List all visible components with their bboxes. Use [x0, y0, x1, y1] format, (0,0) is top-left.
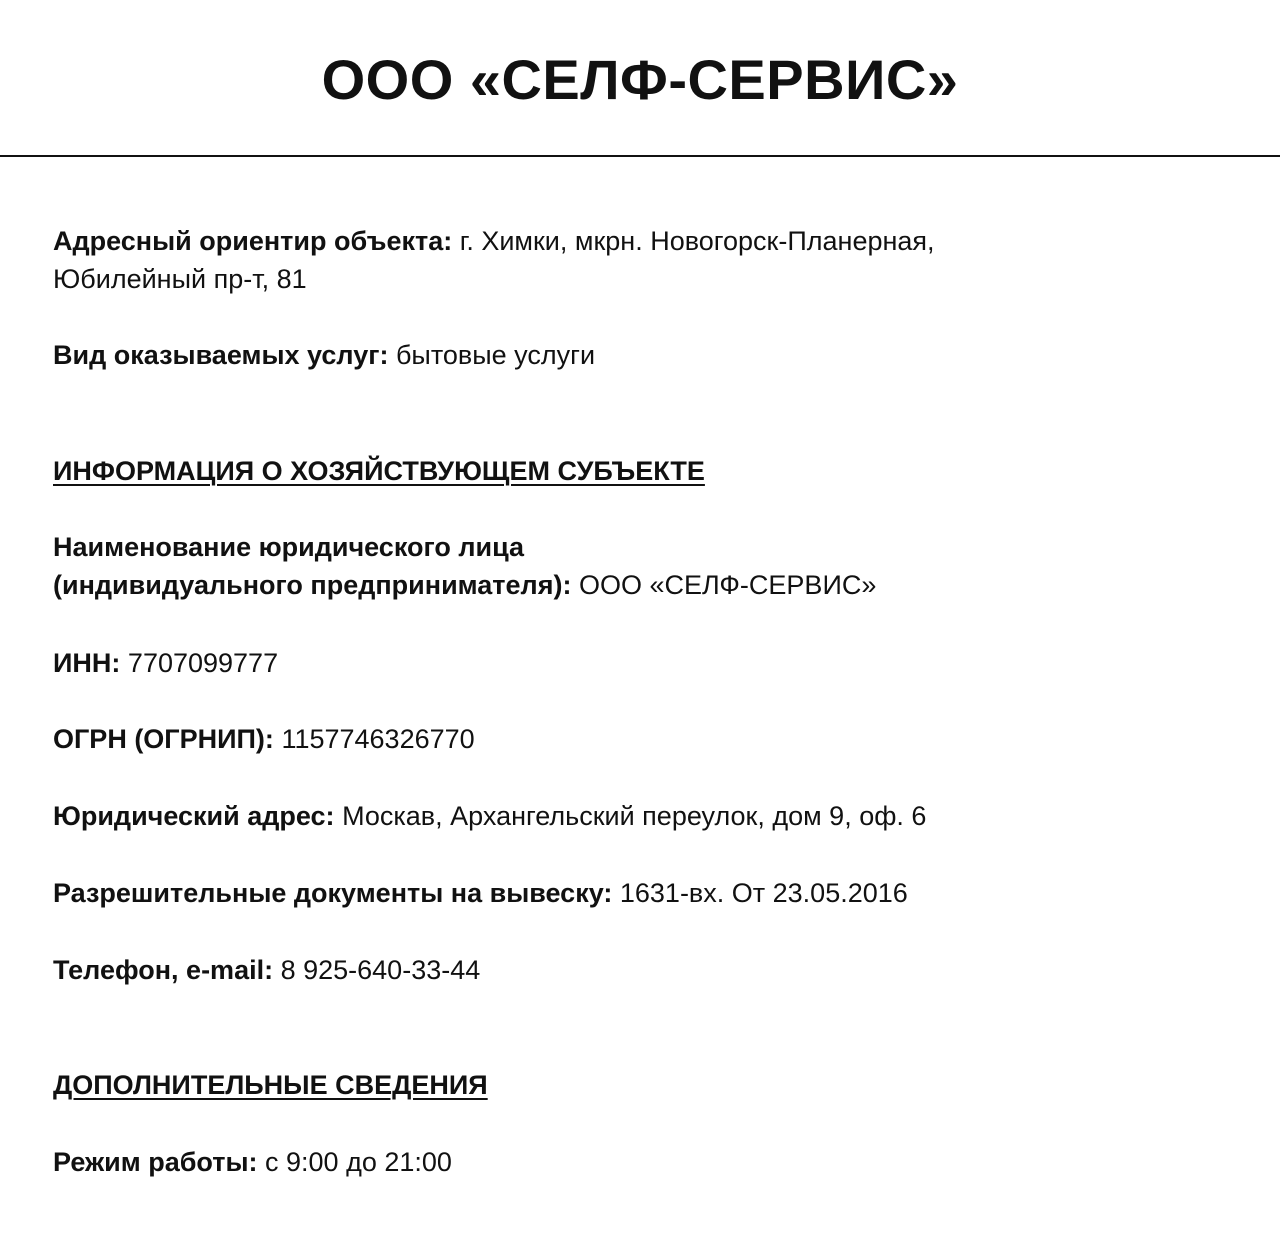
inn-value: 7707099777 [127, 648, 279, 678]
object-address-line-2 [53, 260, 307, 298]
legal-address-label: Юридический адрес: [53, 801, 335, 831]
object-address-value-2: Юбилейный пр-т, 81 [53, 264, 307, 294]
sign-permits-value: 1631-вх. От 23.05.2016 [619, 878, 908, 908]
inn-label: ИНН: [53, 648, 121, 678]
ogrn-line [53, 720, 475, 758]
sign-permits-line [53, 874, 908, 912]
ogrn-label: ОГРН (ОГРНИП): [53, 724, 274, 754]
additional-section-heading: ДОПОЛНИТЕЛЬНЫЕ СВЕДЕНИЯ [53, 1070, 488, 1100]
sign-permits-label: Разрешительные документы на вывеску: [53, 878, 613, 908]
hours-value: с 9:00 до 21:00 [265, 1147, 452, 1177]
inn-line [53, 644, 278, 682]
service-type-label: Вид оказываемых услуг: [53, 340, 389, 370]
entity-name-label-1: Наименование юридического лица [53, 532, 525, 562]
object-address-line-1 [53, 222, 935, 260]
service-type-line [53, 336, 595, 374]
object-address-label: Адресный ориентир объекта: [53, 226, 453, 256]
hours-line [53, 1143, 452, 1181]
contacts-line [53, 951, 480, 989]
contacts-label: Телефон, e-mail: [53, 955, 274, 985]
entity-name-line-1 [53, 528, 524, 566]
title-divider [0, 155, 1280, 157]
entity-name-label-2: (индивидуального предпринимателя): [53, 570, 572, 600]
legal-address-value: Москав, Архангельский переулок, дом 9, оф. 6 [342, 801, 927, 831]
hours-label: Режим работы: [53, 1147, 258, 1177]
entity-name-line-2 [53, 566, 876, 604]
entity-name-value: ООО «СЕЛФ-СЕРВИС» [578, 570, 877, 600]
object-address-value-1: г. Химки, мкрн. Новогорск-Планерная, [459, 226, 935, 256]
legal-address-line [53, 797, 926, 835]
contacts-value: 8 925-640-33-44 [280, 955, 481, 985]
ogrn-value: 1157746326770 [281, 724, 475, 754]
service-type-value: бытовые услуги [395, 340, 596, 370]
page-title: ООО «СЕЛФ-СЕРВИС» [321, 48, 959, 111]
entity-section-heading: ИНФОРМАЦИЯ О ХОЗЯЙСТВУЮЩЕМ СУБЪЕКТЕ [53, 456, 705, 486]
